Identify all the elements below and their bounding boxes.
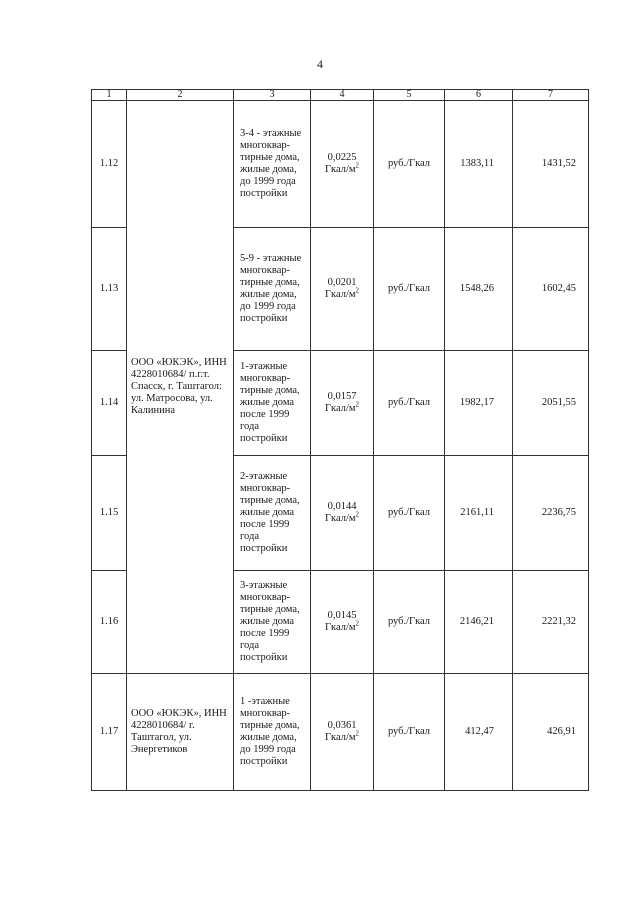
header-cell: 5 (374, 90, 445, 101)
norm-unit-power: 2 (355, 510, 360, 519)
category-cell: 3-4 - этажные многоквар-тирные дома, жилые дома, до 1999 года постройки (234, 101, 311, 228)
row-number: 1.14 (92, 351, 127, 456)
unit-cell: руб./Гкал (374, 674, 445, 791)
tariff-cell: 2146,21 (445, 571, 513, 674)
row-number: 1.13 (92, 228, 127, 351)
norm-unit-power: 2 (355, 286, 360, 295)
row-number: 1.16 (92, 571, 127, 674)
tariff-cell: 1602,45 (513, 228, 589, 351)
norm-cell (311, 674, 374, 791)
header-cell: 1 (92, 90, 127, 101)
row-number: 1.17 (92, 674, 127, 791)
norm-value: 0,0225 (327, 152, 357, 163)
norm-cell (311, 571, 374, 674)
tariff-cell: 2221,32 (513, 571, 589, 674)
category-cell: 1-этажные многоквар-тирные дома, жилые дома после 1999 года постройки (234, 351, 311, 456)
unit-cell: руб./Гкал (374, 228, 445, 351)
norm-unit: Гкал/м (324, 513, 356, 524)
header-cell: 7 (513, 90, 589, 101)
norm-unit: Гкал/м (324, 622, 356, 633)
unit-cell: руб./Гкал (374, 571, 445, 674)
tariff-cell: 2161,11 (445, 456, 513, 571)
category-cell: 1 -этажные многоквар-тирные дома, жилые дома, до 1999 года постройки (234, 674, 311, 791)
tariff-cell: 2051,55 (513, 351, 589, 456)
norm-value: 0,0361 (327, 720, 357, 731)
tariff-cell: 426,91 (513, 674, 589, 791)
header-cell: 4 (311, 90, 374, 101)
norm-unit: Гкал/м (324, 289, 356, 300)
norm-unit-power: 2 (355, 619, 360, 628)
tariff-cell: 1383,11 (445, 101, 513, 228)
table-row (92, 101, 589, 228)
norm-cell (311, 456, 374, 571)
tariff-cell: 412,47 (445, 674, 513, 791)
unit-cell: руб./Гкал (374, 351, 445, 456)
header-cell: 2 (127, 90, 234, 101)
norm-cell (311, 228, 374, 351)
table-row (92, 674, 589, 791)
norm-value: 0,0201 (327, 277, 357, 288)
row-number: 1.12 (92, 101, 127, 228)
unit-cell: руб./Гкал (374, 101, 445, 228)
norm-unit: Гкал/м (324, 732, 356, 743)
tariff-cell: 1431,52 (513, 101, 589, 228)
norm-value: 0,0145 (327, 610, 357, 621)
organization-cell: ООО «ЮКЭК», ИНН 4228010684/ п.г.т. Спасск, г. Таштагол: ул. Матросова, ул. Калинина (127, 101, 234, 674)
header-cell: 6 (445, 90, 513, 101)
norm-cell (311, 351, 374, 456)
unit-cell: руб./Гкал (374, 456, 445, 571)
header-cell: 3 (234, 90, 311, 101)
norm-unit-power: 2 (355, 161, 360, 170)
norm-cell (311, 101, 374, 228)
tariff-cell: 1548,26 (445, 228, 513, 351)
norm-value: 0,0157 (327, 391, 357, 402)
row-number: 1.15 (92, 456, 127, 571)
table-header-row (92, 90, 589, 101)
category-cell: 2-этажные многоквар-тирные дома, жилые дома после 1999 года постройки (234, 456, 311, 571)
norm-unit: Гкал/м (324, 403, 356, 414)
norm-unit-power: 2 (355, 729, 360, 738)
organization-cell: ООО «ЮКЭК», ИНН 4228010684/ г. Таштагол, ул. Энергетиков (127, 674, 234, 791)
tariff-table (91, 89, 589, 791)
tariff-cell: 1982,17 (445, 351, 513, 456)
norm-unit: Гкал/м (324, 164, 356, 175)
tariff-cell: 2236,75 (513, 456, 589, 571)
category-cell: 3-этажные многоквар-тирные дома, жилые дома после 1999 года постройки (234, 571, 311, 674)
norm-unit-power: 2 (355, 400, 360, 409)
page-number: 4 (317, 57, 323, 71)
category-cell: 5-9 - этажные многоквар-тирные дома, жилые дома, до 1999 года постройки (234, 228, 311, 351)
norm-value: 0,0144 (327, 501, 357, 512)
